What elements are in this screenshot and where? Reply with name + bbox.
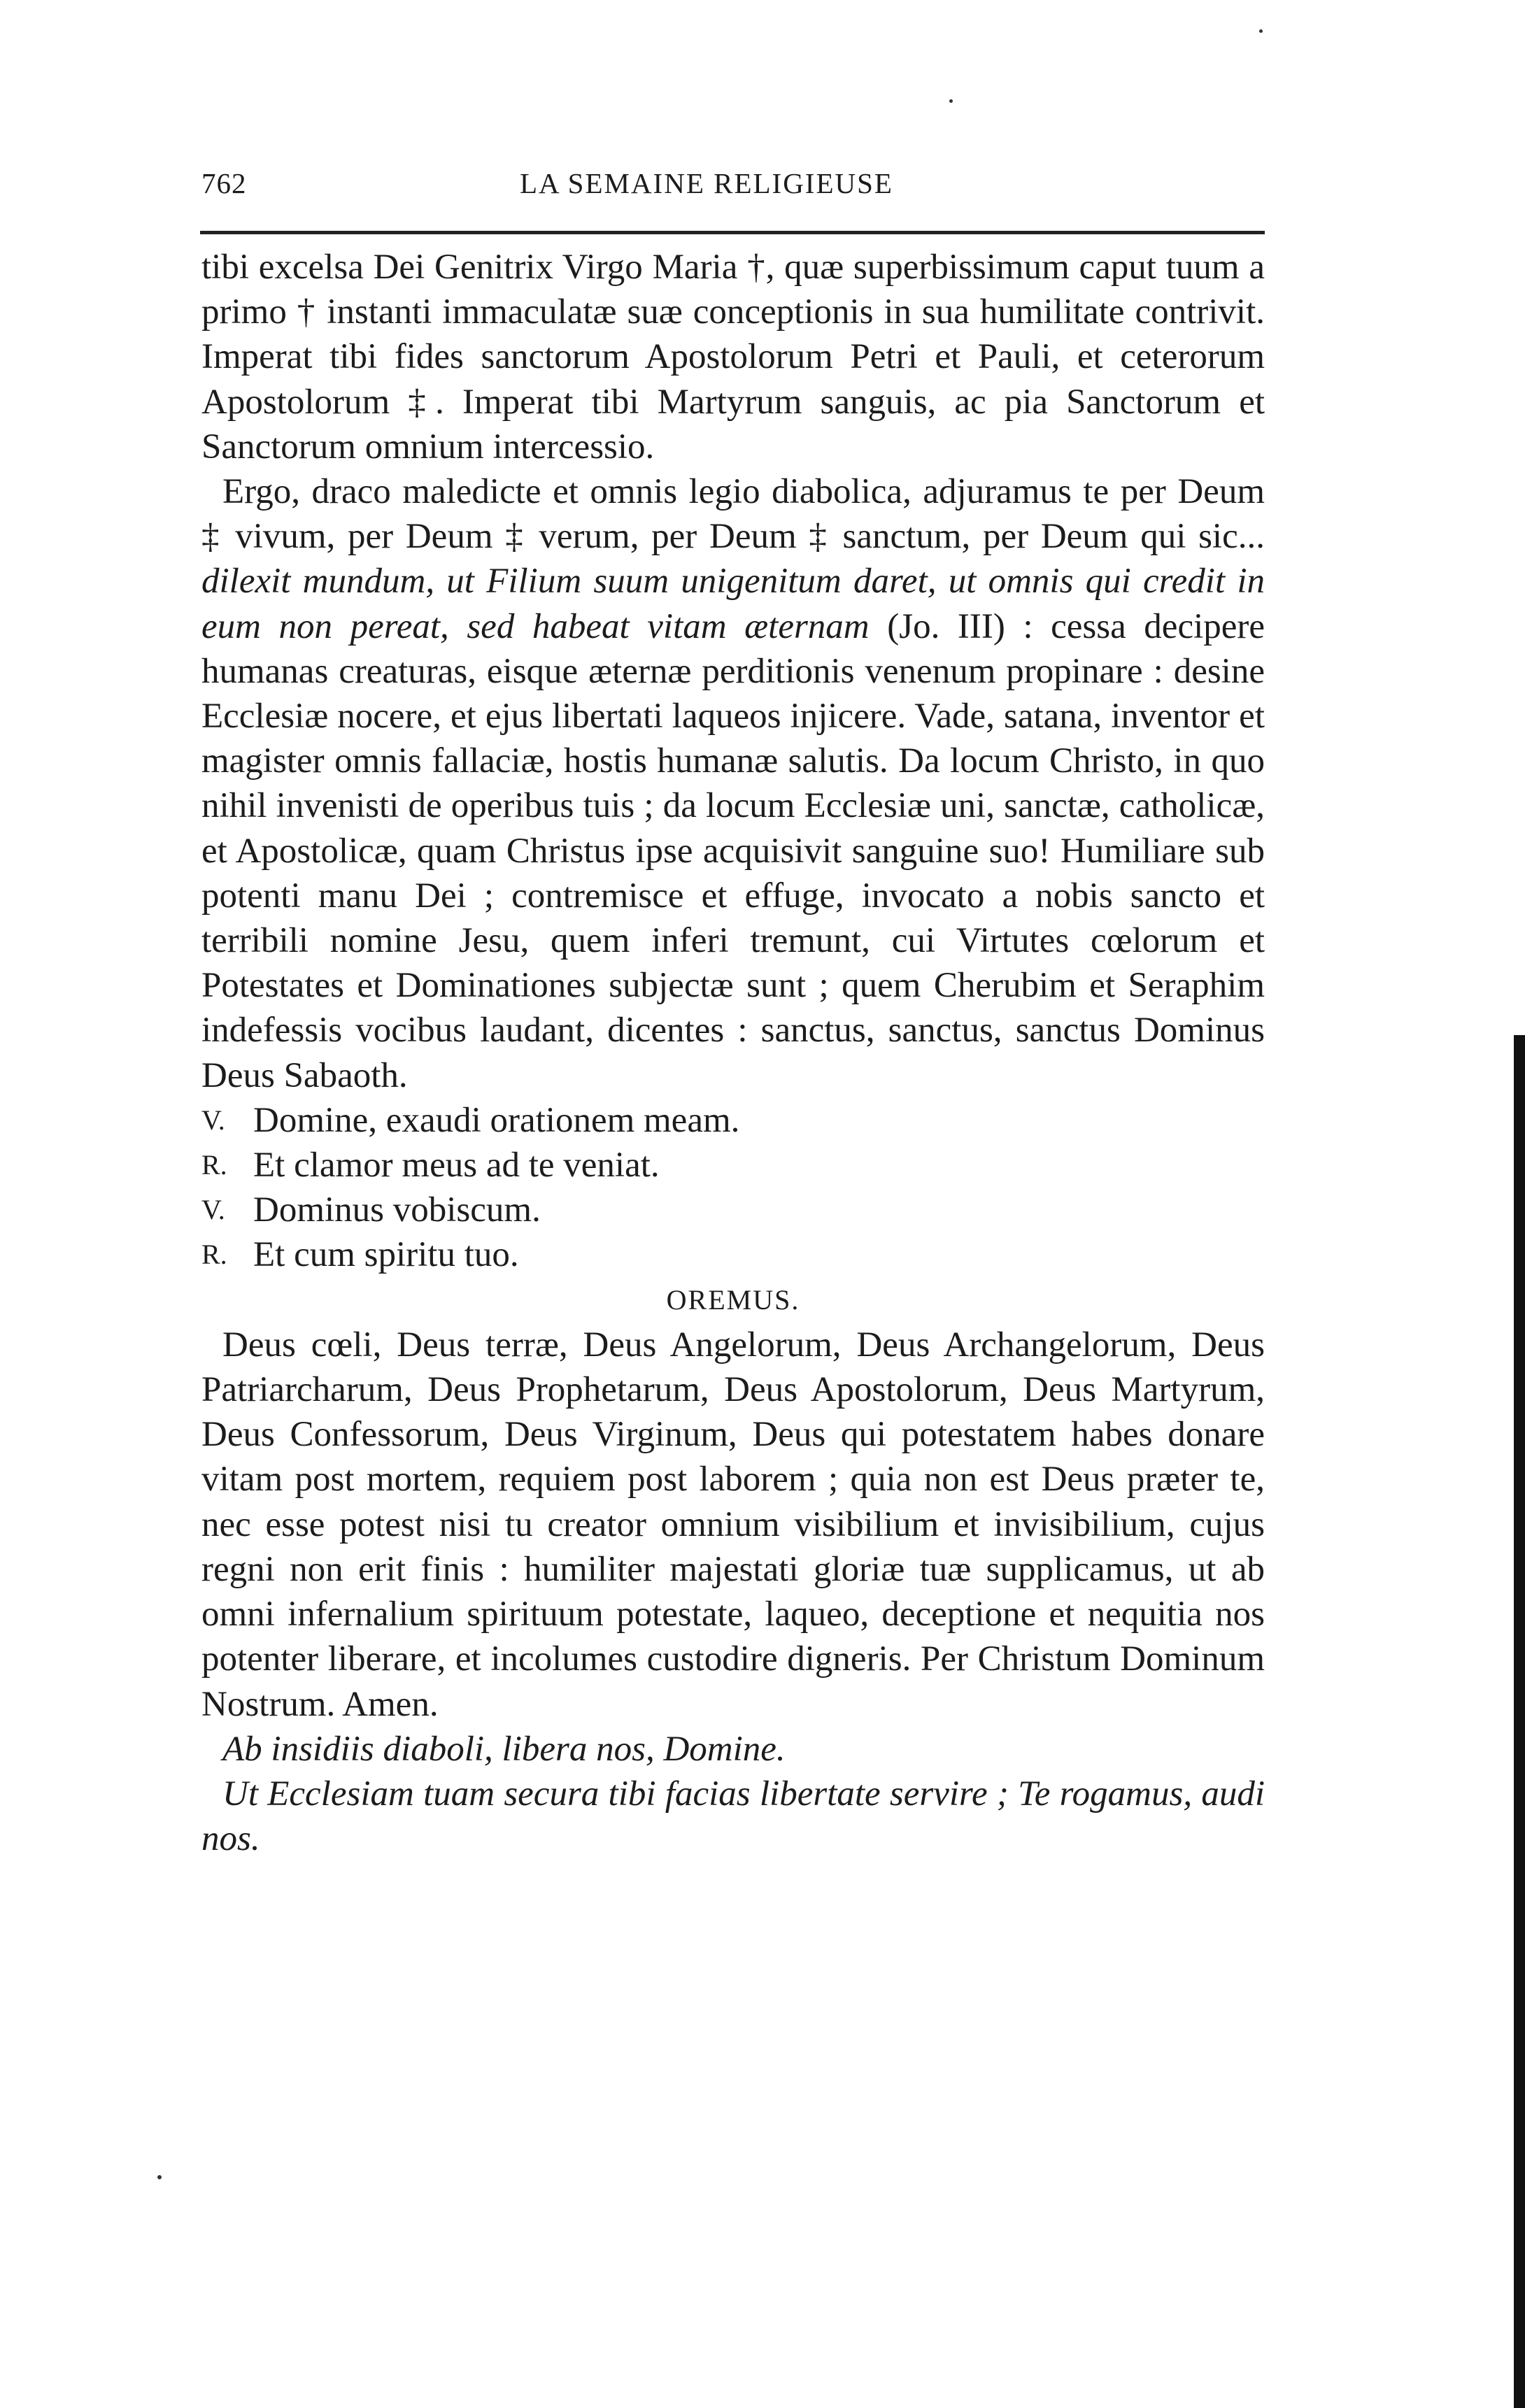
page-number: 762 xyxy=(201,167,247,199)
versicle-text: Dominus vobiscum. xyxy=(253,1190,541,1230)
scan-speck xyxy=(949,99,953,103)
response-label: R. xyxy=(201,1149,227,1181)
versicle-line xyxy=(201,1098,1265,1143)
response-text: Et cum spiritu tuo. xyxy=(253,1235,519,1275)
response-line xyxy=(201,1232,1265,1277)
response-label: R. xyxy=(201,1239,227,1271)
gospel-quote: dilexit mundum, ut Filium suum unigenitum daret, ut omnis qui credit in eum non pereat, sed habeat vitam æternam xyxy=(201,562,1265,646)
page-header xyxy=(201,166,1265,208)
versicle-text: Domine, exaudi orationem meam. xyxy=(253,1100,740,1140)
response-text: Et clamor meus ad te veniat. xyxy=(253,1146,660,1185)
exorcism-text-opening: Ergo, draco maledicte et omnis legio diabolica, adjuramus te per Deum ‡ vivum, per Deum ‡ verum, per Deum ‡ sanctum, per Deum qui sic... xyxy=(201,472,1265,557)
exorcism-paragraph xyxy=(201,469,1265,1098)
versicle-line xyxy=(201,1188,1265,1232)
continuation-paragraph: tibi excelsa Dei Genitrix Virgo Maria †, quæ superbissimum caput tuum a primo † instanti immaculatæ suæ conceptionis in sua humilitate contrivit. Imperat tibi fides sanctorum Apostolorum Petri et Pauli, et ceterorum Apostolorum ‡. Imperat tibi Martyrum sanguis, ac pia Sanctorum et Sanctorum omnium intercessio. xyxy=(201,248,1265,466)
invocation-line: Ab insidiis diaboli, libera nos, Domine. xyxy=(222,1729,786,1769)
page-edge-shadow xyxy=(1514,1035,1525,2408)
versicle-label: V. xyxy=(201,1104,225,1136)
versicle-label: V. xyxy=(201,1194,225,1226)
running-title: LA SEMAINE RELIGIEUSE xyxy=(520,167,893,199)
invocation-line: Ut Ecclesiam tuam secura tibi facias libertate servire ; Te rogamus, audi nos. xyxy=(201,1774,1265,1859)
scan-speck xyxy=(1259,29,1263,33)
response-line xyxy=(201,1143,1265,1188)
exorcism-text-continued: (Jo. III) : cessa decipere humanas creaturas, eisque æternæ perditionis venenum propinare : desine Ecclesiæ nocere, et ejus libertati laqueos injicere. Vade, satana, inventor et magister omnis fallaciæ, hostis humanæ salutis. Da locum Christo, in quo nihil invenisti de operibus tuis ; da locum Ecclesiæ uni, sanctæ, catholicæ, et Apostolicæ, quam Christus ipse acquisivit sanguine suo! Humiliare sub potenti manu Dei ; contremisce et effuge, invocato a nobis sancto et terribili nomine Jesu, quem inferi tremunt, cui Virtutes cœlorum et Potestates et Dominationes subjectæ sunt ; quem Cherubim et Seraphim indefessis vocibus laudant, dicentes : sanctus, sanctus, sanctus Dominus Deus Sabaoth. xyxy=(201,606,1265,1095)
header-rule xyxy=(200,231,1265,234)
oremus-heading: OREMUS. xyxy=(666,1283,800,1316)
scan-speck xyxy=(157,2175,162,2179)
prayer-paragraph: Deus cœli, Deus terræ, Deus Angelorum, Deus Archangelorum, Deus Patriarcharum, Deus Prophetarum, Deus Apostolorum, Deus Martyrum, Deus Confessorum, Deus Virginum, Deus qui potestatem habes donare vitam post mortem, requiem post laborem ; quia non est Deus præter te, nec esse potest nisi tu creator omnium visibilium et invisibilium, cujus regni non erit finis : humiliter majestati gloriæ tuæ supplicamus, ut ab omni infernalium spirituum potestate, laqueo, deceptione et nequitia nos potenter liberare, et incolumes custodire digneris. Per Christum Dominum Nostrum. Amen. xyxy=(201,1325,1265,1724)
page-body xyxy=(201,245,1265,1861)
